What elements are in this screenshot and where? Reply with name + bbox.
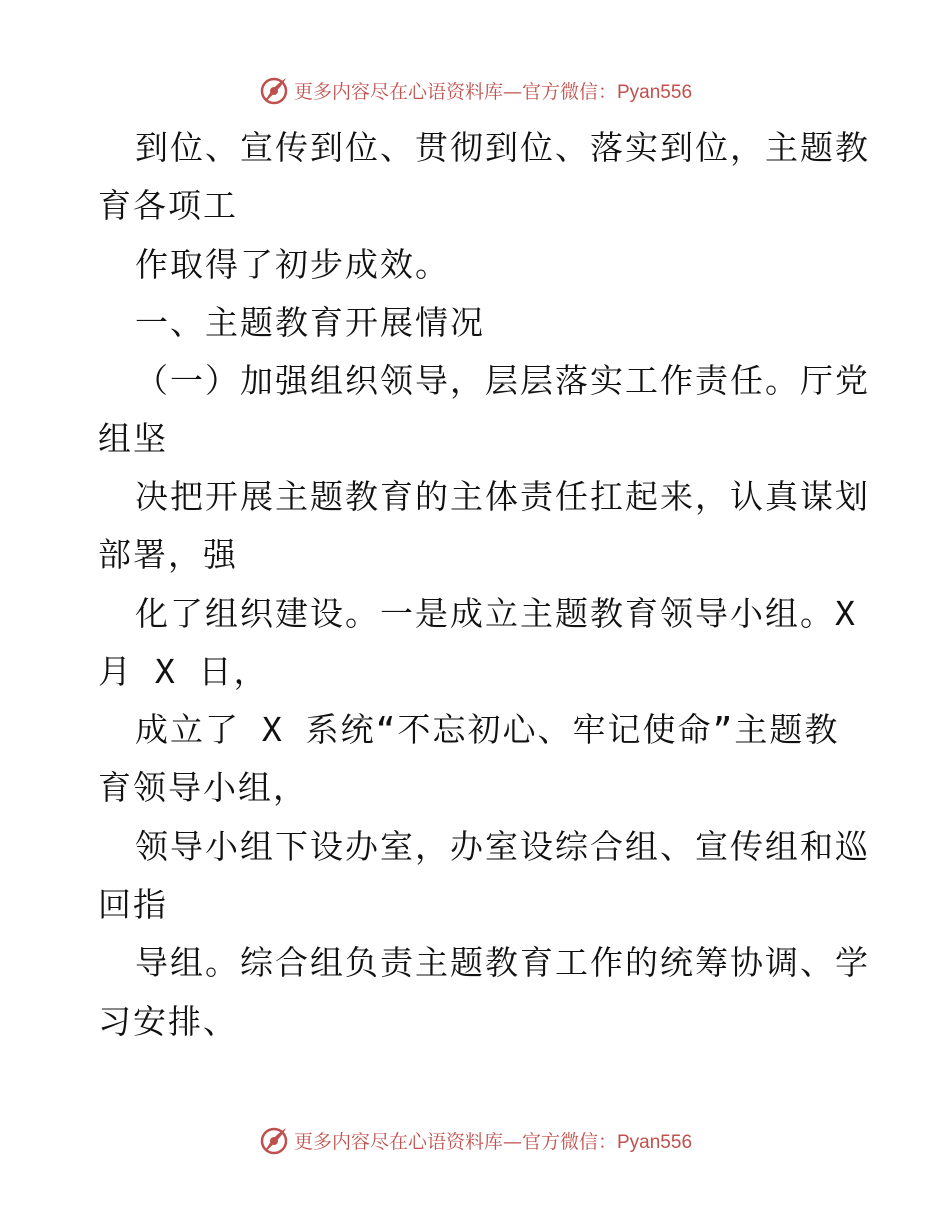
body-line: 决把开展主题教育的主体责任扛起来，认真谋划 [135, 477, 870, 516]
body-line: 作取得了初步成效。 [135, 245, 450, 284]
body-line: 育各项工 [98, 186, 238, 225]
body-line: 领导小组下设办室，办室设综合组、宣传组和巡 [135, 827, 870, 866]
feather-pen-logo-icon [258, 1124, 290, 1156]
body-line: （一）加强组织领导，层层落实工作责任。厅党 [135, 361, 870, 400]
section-heading: 一、主题教育开展情况 [135, 303, 485, 342]
body-line: 组坚 [98, 419, 168, 458]
body-line: 习安排、 [98, 1002, 238, 1041]
header-banner-text: 更多内容尽在心语资料库—官方微信：Pyan556 [293, 80, 693, 103]
body-line: 到位、宣传到位、贯彻到位、落实到位，主题教 [135, 128, 870, 167]
body-line: 回指 [98, 885, 168, 924]
footer-banner [0, 1120, 950, 1160]
feather-pen-logo-icon [258, 74, 290, 106]
body-line: 化了组织建设。一是成立主题教育领导小组。X [135, 594, 857, 633]
header-banner [0, 70, 950, 110]
body-line: 成立了 X 系统“不忘初心、牢记使命”主题教 [135, 710, 840, 749]
body-line: 导组。综合组负责主题教育工作的统筹协调、学 [135, 943, 870, 982]
body-line: 月 X 日， [98, 652, 269, 691]
body-line: 部署，强 [98, 535, 238, 574]
footer-banner-text: 更多内容尽在心语资料库—官方微信：Pyan556 [293, 1130, 693, 1153]
body-line: 育领导小组， [98, 768, 308, 807]
